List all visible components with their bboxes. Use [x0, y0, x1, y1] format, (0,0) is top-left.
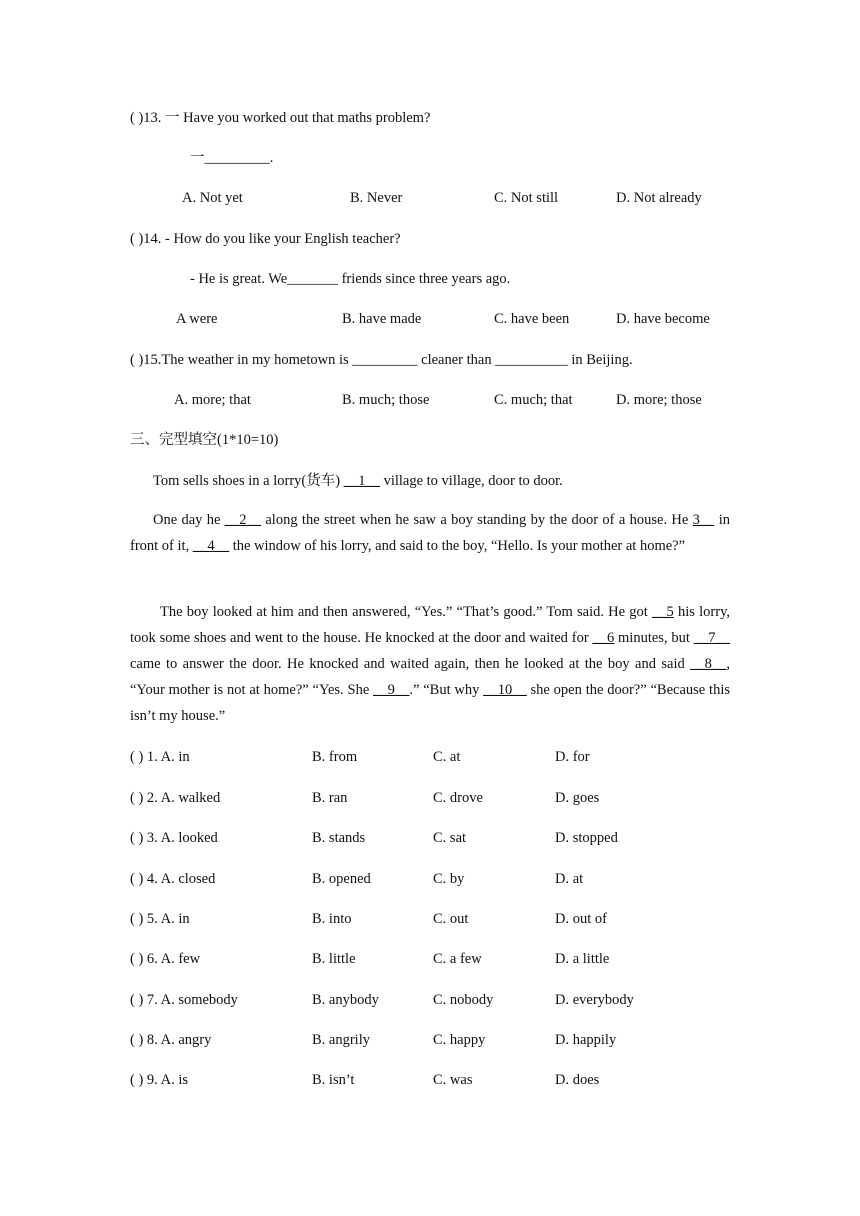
q15-options	[0, 391, 860, 409]
cloze-option-d: D. everybody	[555, 992, 634, 1008]
cloze-option-d: D. goes	[555, 790, 600, 806]
cloze-option-d: D. a little	[555, 951, 610, 967]
cloze-option-b: B. from	[312, 749, 358, 765]
passage-text: came to answer the door. He knocked and waited again, then he looked at the boy and said	[130, 656, 691, 672]
cloze-option-row	[0, 991, 860, 1009]
q13-option-a: A. Not yet	[182, 190, 243, 206]
cloze-option-b: B. opened	[312, 871, 371, 887]
q14-answer-line: - He is great. We_______ friends since three years ago.	[190, 271, 511, 287]
q13-option-b: B. Never	[350, 190, 403, 206]
q15-option-c: C. much; that	[494, 392, 573, 408]
q14-option-c: C. have been	[494, 311, 570, 327]
cloze-option-d: D. happily	[555, 1032, 617, 1048]
cloze-option-d: D. for	[555, 749, 590, 765]
cloze-option-c: C. out	[433, 911, 469, 927]
q13-stem: ( )13. 一 Have you worked out that maths problem?	[130, 110, 431, 126]
cloze-option-row	[0, 870, 860, 888]
blank-8: __8__	[690, 656, 727, 672]
q15-option-a: A. more; that	[174, 392, 251, 408]
cloze-option-a: ( ) 2. A. walked	[130, 790, 221, 806]
cloze-option-c: C. happy	[433, 1032, 486, 1048]
blank-2: __2__	[224, 512, 262, 528]
passage-text: along the street when he saw a boy standing by the door of a house. He	[261, 512, 693, 528]
cloze-option-a: ( ) 8. A. angry	[130, 1032, 212, 1048]
passage-paragraph-2	[130, 507, 730, 559]
blank-10: __10__	[483, 682, 527, 698]
cloze-option-c: C. nobody	[433, 992, 494, 1008]
cloze-option-row	[0, 1031, 860, 1049]
cloze-option-a: ( ) 1. A. in	[130, 749, 190, 765]
cloze-option-row	[0, 950, 860, 968]
blank-6: __6	[592, 630, 615, 646]
blank-9: __9__	[373, 682, 410, 698]
cloze-option-d: D. at	[555, 871, 584, 887]
passage-paragraph-3	[130, 599, 730, 729]
cloze-option-a: ( ) 4. A. closed	[130, 871, 216, 887]
passage-paragraph-1	[153, 472, 563, 490]
cloze-option-b: B. stands	[312, 830, 366, 846]
passage-text: , “Your mother is not at home?” “Yes. She	[130, 656, 730, 698]
q15-option-b: B. much; those	[342, 392, 430, 408]
passage-text: Tom sells shoes in a lorry(货车)	[153, 473, 344, 489]
cloze-option-row	[0, 1071, 860, 1089]
passage-text: she open the door?” “Because this isn’t my house.”	[130, 682, 731, 724]
section-title: 三、完型填空(1*10=10)	[130, 432, 279, 448]
q14-option-b: B. have made	[342, 311, 422, 327]
passage-text: minutes, but	[614, 630, 694, 646]
cloze-option-d: D. does	[555, 1072, 600, 1088]
cloze-option-c: C. was	[433, 1072, 473, 1088]
q15-stem: ( )15.The weather in my hometown is _________ cleaner than __________ in Beijing.	[130, 352, 633, 368]
q13-options	[0, 189, 860, 207]
cloze-option-b: B. angrily	[312, 1032, 370, 1048]
cloze-option-c: C. by	[433, 871, 465, 887]
blank-4: __4__	[192, 538, 230, 554]
cloze-option-a: ( ) 3. A. looked	[130, 830, 218, 846]
passage-text: One day he	[153, 512, 225, 528]
blank-7: __7__	[693, 630, 730, 646]
cloze-option-b: B. isn’t	[312, 1072, 355, 1088]
q15-option-d: D. more; those	[616, 392, 702, 408]
passage-text: village to village, door to door.	[379, 473, 563, 489]
cloze-option-row	[0, 748, 860, 766]
cloze-option-row	[0, 829, 860, 847]
passage-text: his lorry, took some shoes and went to the house. He knocked at the door and waited for	[130, 604, 731, 646]
blank-1: __1__	[343, 473, 380, 489]
passage-text: the window of his lorry, and said to the boy, “Hello. Is your mother at home?”	[229, 538, 686, 554]
cloze-option-row	[0, 789, 860, 807]
cloze-option-c: C. sat	[433, 830, 467, 846]
passage-text: .” “But why	[409, 682, 484, 698]
q13-answer-line: 一_________.	[190, 150, 274, 166]
q14-option-a: A were	[176, 311, 218, 327]
cloze-option-b: B. anybody	[312, 992, 379, 1008]
q14-option-d: D. have become	[616, 311, 710, 327]
cloze-option-a: ( ) 7. A. somebody	[130, 992, 238, 1008]
blank-5: __5	[652, 604, 674, 620]
cloze-option-b: B. into	[312, 911, 352, 927]
cloze-option-b: B. ran	[312, 790, 348, 806]
cloze-option-d: D. stopped	[555, 830, 618, 846]
blank-3: 3__	[692, 512, 715, 528]
cloze-option-b: B. little	[312, 951, 356, 967]
cloze-option-a: ( ) 9. A. is	[130, 1072, 188, 1088]
cloze-option-row	[0, 910, 860, 928]
passage-text: The boy looked at him and then answered, “Yes.” “That’s good.” Tom said. He got	[160, 604, 653, 620]
cloze-option-c: C. drove	[433, 790, 483, 806]
q14-options	[0, 310, 860, 328]
q13-option-d: D. Not already	[616, 190, 702, 206]
cloze-option-a: ( ) 6. A. few	[130, 951, 201, 967]
cloze-option-c: C. at	[433, 749, 461, 765]
cloze-option-c: C. a few	[433, 951, 482, 967]
q14-stem: ( )14. - How do you like your English teacher?	[130, 231, 401, 247]
passage-text: in front of it,	[130, 512, 731, 554]
cloze-option-a: ( ) 5. A. in	[130, 911, 190, 927]
cloze-option-d: D. out of	[555, 911, 607, 927]
q13-option-c: C. Not still	[494, 190, 559, 206]
